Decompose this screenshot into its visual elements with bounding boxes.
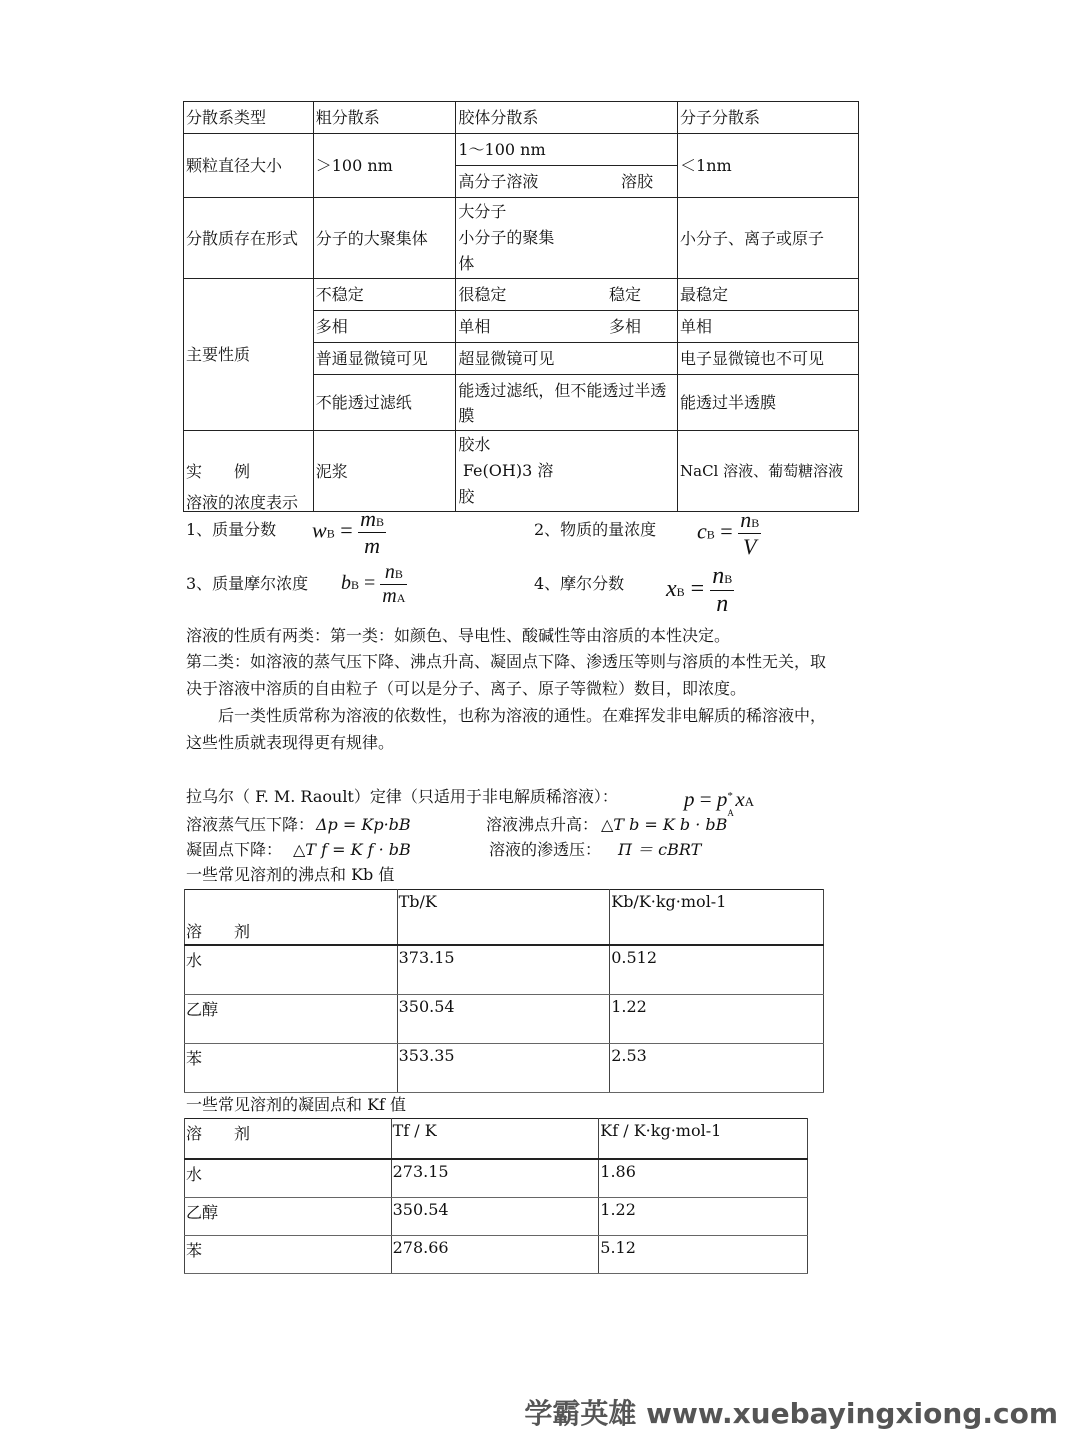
paragraph-line: 后一类性质常称为溶液的依数性，也称为溶液的通性。在难挥发非电解质的稀溶液中， — [218, 706, 827, 725]
table-cell: 超显微镜可见 — [456, 343, 678, 375]
table-cell: 350.54 — [397, 995, 610, 1044]
formula-label: 2、物质的量浓度 — [534, 520, 657, 539]
cell-text: 胶水 — [458, 435, 491, 454]
table-cell: 多相 — [313, 311, 456, 343]
cell-text: 大分子 — [458, 202, 507, 221]
table-cell: 电子显微镜也不可见 — [678, 343, 859, 375]
table-cell: 小分子、离子或原子 — [678, 198, 859, 279]
table-row — [185, 1044, 824, 1093]
table-row — [184, 279, 859, 311]
law-label: 溶液沸点升高： — [486, 815, 599, 834]
table-cell — [456, 311, 678, 343]
table-cell: 350.54 — [391, 1198, 599, 1236]
table-cell: 0.512 — [610, 945, 824, 995]
law-formula: △T f = K f · bB — [293, 840, 411, 859]
cell-text: 多相 — [609, 317, 642, 336]
table-row — [185, 945, 824, 995]
table-header: 溶 剂 — [185, 1119, 392, 1160]
table-header: Tb/K — [397, 890, 610, 946]
table-cell: 1.22 — [599, 1198, 808, 1236]
formula-molality: bB = $\frac{nB}{mA}$ — [341, 561, 406, 607]
table-cell: 分散质存在形式 — [184, 198, 314, 279]
table-row — [184, 134, 859, 166]
table-cell — [456, 198, 678, 279]
table-cell: 粗分散系 — [313, 102, 456, 134]
table-cell: 能透过半透膜 — [678, 375, 859, 431]
table-cell: 分散系类型 — [184, 102, 314, 134]
formula-mass-fraction: wB = $\frac{mB}{m}$ — [312, 506, 385, 558]
table-cell: 1.22 — [610, 995, 824, 1044]
table-header: 溶 剂 — [185, 890, 398, 946]
formula-label: 4、摩尔分数 — [534, 574, 625, 593]
table-cell: 普通显微镜可见 — [313, 343, 456, 375]
table-cell: 泥浆 — [313, 431, 456, 512]
paragraph-line: 这些性质就表现得更有规律。 — [186, 733, 395, 752]
table-row — [185, 1159, 808, 1198]
table-row — [185, 1119, 808, 1160]
table-cell: NaCl 溶液、葡萄糖溶液 — [678, 431, 859, 512]
table-row — [185, 995, 824, 1044]
table-row — [184, 102, 859, 134]
table-cell: 2.53 — [610, 1044, 824, 1093]
table-cell — [456, 431, 678, 512]
table-cell: 苯 — [185, 1044, 398, 1093]
table-cell: 273.15 — [391, 1159, 599, 1198]
cell-text: 很稳定 — [458, 285, 507, 304]
raoult-text: 拉乌尔（ F. M. Raoult）定律（只适用于非电解质稀溶液）： — [186, 787, 618, 806]
table-cell: 1.86 — [599, 1159, 808, 1198]
table-row — [185, 890, 824, 946]
table-header: Kb/K·kg·mol-1 — [610, 890, 824, 946]
section-title: 溶液的浓度表示 — [186, 493, 299, 512]
cell-text: 单相 — [458, 317, 491, 336]
formula-mole-fraction: xB = $\frac{nB}{n}$ — [666, 563, 733, 617]
table-cell: 278.66 — [391, 1236, 599, 1274]
table-cell: 水 — [185, 1159, 392, 1198]
table-cell: 胶体分散系 — [456, 102, 678, 134]
table-cell: 不稳定 — [313, 279, 456, 311]
formula-label: 3、质量摩尔浓度 — [186, 574, 309, 593]
paragraph-line: 溶液的性质有两类：第一类：如颜色、导电性、酸碱性等由溶质的本性决定。 — [186, 626, 731, 645]
cell-text: 高分子溶液 — [458, 172, 539, 191]
table-cell: 5.12 — [599, 1236, 808, 1274]
watermark: 学霸英雄 www.xuebayingxiong.com — [524, 1397, 1058, 1430]
law-formula: Π ＝ cBRT — [618, 840, 702, 859]
table-header: Kf / K·kg·mol-1 — [599, 1119, 808, 1160]
cell-text: 小分子的聚集体 — [458, 228, 555, 273]
law-label: 凝固点下降： — [186, 840, 283, 859]
dispersion-table — [183, 101, 859, 512]
cell-text: 稳定 — [609, 285, 642, 304]
table-cell: ＜1nm — [678, 134, 859, 198]
table-row — [184, 198, 859, 279]
table-cell: 不能透过滤纸 — [313, 375, 456, 431]
table-cell: 实 例 — [184, 431, 314, 512]
table-cell: 单相 — [678, 311, 859, 343]
table-title: 一些常见溶剂的沸点和 Kb 值 — [186, 865, 395, 884]
table-cell: 苯 — [185, 1236, 392, 1274]
table-row — [185, 1198, 808, 1236]
table-cell: 分子的大聚集体 — [313, 198, 456, 279]
table-cell: 分子分散系 — [678, 102, 859, 134]
law-label: 溶液蒸气压下降： — [186, 815, 315, 834]
table-cell: 乙醇 — [185, 1198, 392, 1236]
paragraph-line: 第二类：如溶液的蒸气压下降、沸点升高、凝固点下降、渗透压等则与溶质的本性无关，取 — [186, 652, 827, 671]
cell-text: 溶胶 — [621, 172, 654, 191]
table-cell: 1～100 nm — [456, 134, 678, 166]
boiling-point-table — [184, 889, 824, 1093]
table-row — [185, 1236, 808, 1274]
table-cell: 353.35 — [397, 1044, 610, 1093]
table-cell: ＞100 nm — [313, 134, 456, 198]
table-header: Tf / K — [391, 1119, 599, 1160]
table-cell: 最稳定 — [678, 279, 859, 311]
paragraph-line: 决于溶液中溶质的自由粒子（可以是分子、离子、原子等微粒）数目，即浓度。 — [186, 679, 747, 698]
table-cell — [456, 166, 678, 198]
cell-text: Fe(OH)3 溶胶 — [458, 461, 554, 506]
table-cell — [456, 279, 678, 311]
table-cell: 能透过滤纸，但不能透过半透膜 — [456, 375, 678, 431]
raoult-formula: p = p * A xA — [684, 787, 755, 818]
table-cell: 乙醇 — [185, 995, 398, 1044]
law-label: 溶液的渗透压： — [489, 840, 602, 859]
table-cell: 水 — [185, 945, 398, 995]
law-formula: △T b = K b · bB — [601, 815, 728, 834]
table-cell: 373.15 — [397, 945, 610, 995]
table-title: 一些常见溶剂的凝固点和 Kf 值 — [186, 1095, 407, 1114]
freezing-point-table — [184, 1118, 808, 1274]
table-cell: 颗粒直径大小 — [184, 134, 314, 198]
formula-molarity: cB = $\frac{nB}{V}$ — [697, 507, 760, 559]
table-cell: 主要性质 — [184, 279, 314, 431]
law-formula: Δp = Kp·bB — [316, 815, 411, 834]
formula-label: 1、质量分数 — [186, 520, 277, 539]
